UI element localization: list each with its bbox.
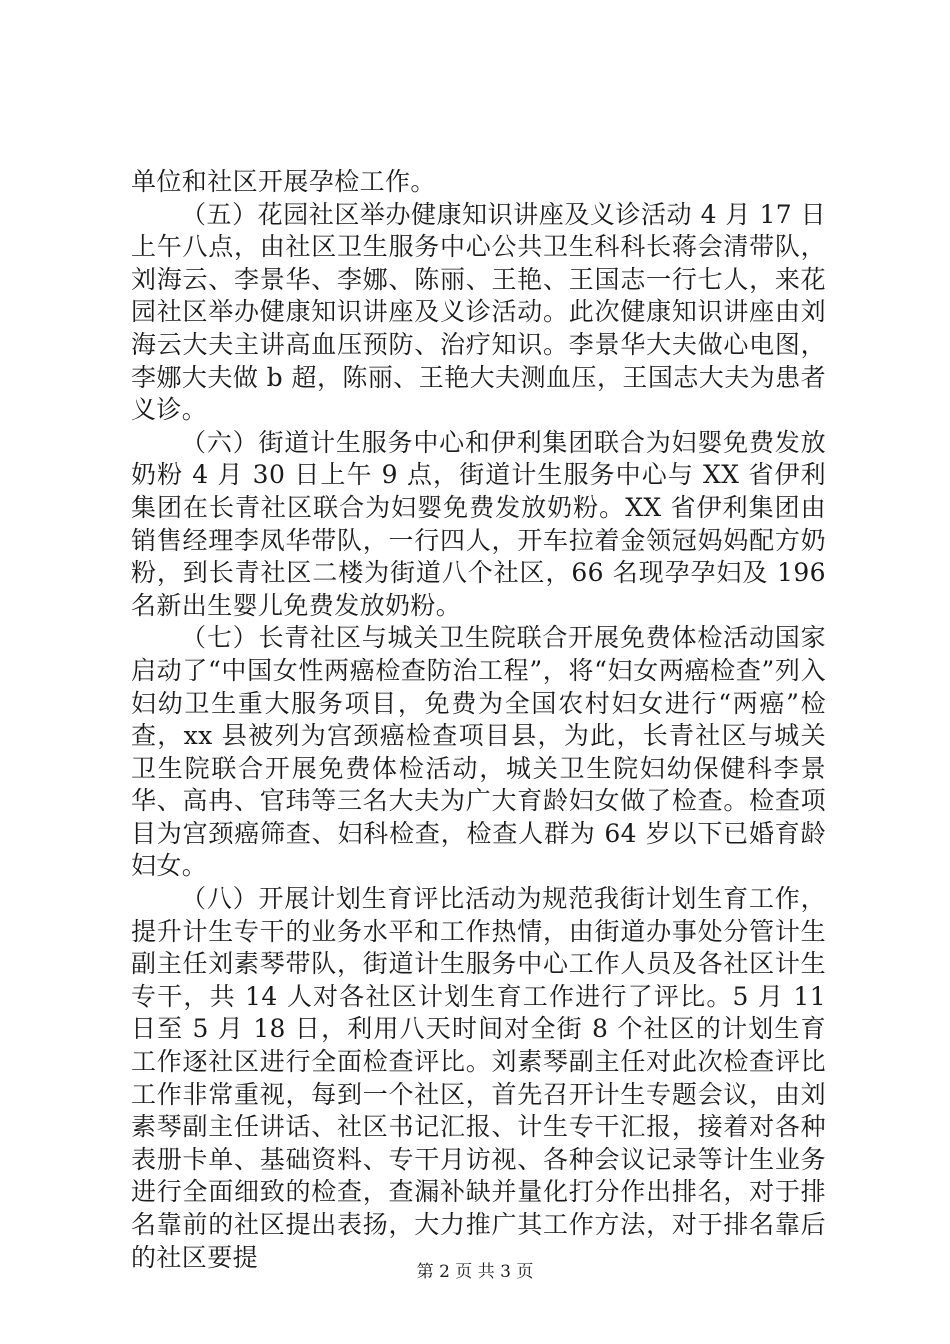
paragraph-section-5: （五）花园社区举办健康知识讲座及义诊活动 4 月 17 日上午八点，由社区卫生服务中心公共卫生科科长蒋会清带队，刘海云、李景华、李娜、陈丽、王艳、王国志一行七人，来花园社区举办健康知识讲座及义诊活动。此次健康知识讲座由刘海云大夫主讲高血压预防、治疗知识。李景华大夫做心电图，李娜大夫做 b 超，陈丽、王艳大夫测血压，王国志大夫为患者义诊。 <box>131 199 826 425</box>
paragraph-section-7: （七）长青社区与城关卫生院联合开展免费体检活动国家启动了“中国女性两癌检查防治工程”，将“妇女两癌检查”列入妇幼卫生重大服务项目，免费为全国农村妇女进行“两癌”检查，xx 县被列为宫颈癌检查项目县，为此，长青社区与城关卫生院联合开展免费体检活动，城关卫生院妇幼保健科李景华、高冉、官玮等三名大夫为广大育龄妇女做了检查。检查项目为宫颈癌筛查、妇科检查，检查人群为 64 岁以下已婚育龄妇女。 <box>131 623 826 881</box>
paragraph-section-6: （六）街道计生服务中心和伊利集团联合为妇婴免费发放奶粉 4 月 30 日上午 9 点，街道计生服务中心与 XX 省伊利集团在长青社区联合为妇婴免费发放奶粉。XX 省伊利集团由销售经理李凤华带队，一行四人，开车拉着金领冠妈妈配方奶粉，到长青社区二楼为街道八个社区，66 名现孕孕妇及 196 名新出生婴儿免费发放奶粉。 <box>131 427 826 620</box>
document-body <box>131 166 826 1274</box>
paragraph-continuation: 单位和社区开展孕检工作。 <box>131 167 436 196</box>
paragraph-section-8: （八）开展计划生育评比活动为规范我街计划生育工作，提升计生专干的业务水平和工作热情，由街道办事处分管计生副主任刘素琴带队，街道计生服务中心工作人员及各社区计生专干，共 14 人对各社区计划生育工作进行了评比。5 月 11 日至 5 月 18 日，利用八天时间对全街 8 个社区的计划生育工作逐社区进行全面检查评比。刘素琴副主任对此次检查评比工作非常重视，每到一个社区，首先召开计生专题会议，由刘素琴副主任讲话、社区书记汇报、计生专干汇报，接着对各种表册卡单、基础资料、专干月访视、各种会议记录等计生业务进行全面细致的检查，查漏补缺并量化打分作出排名，对于排名靠前的社区提出表扬，大力推广其工作方法，对于排名靠后的社区要提 <box>131 884 826 1272</box>
page-footer: 第 2 页 共 3 页 <box>416 1262 534 1282</box>
